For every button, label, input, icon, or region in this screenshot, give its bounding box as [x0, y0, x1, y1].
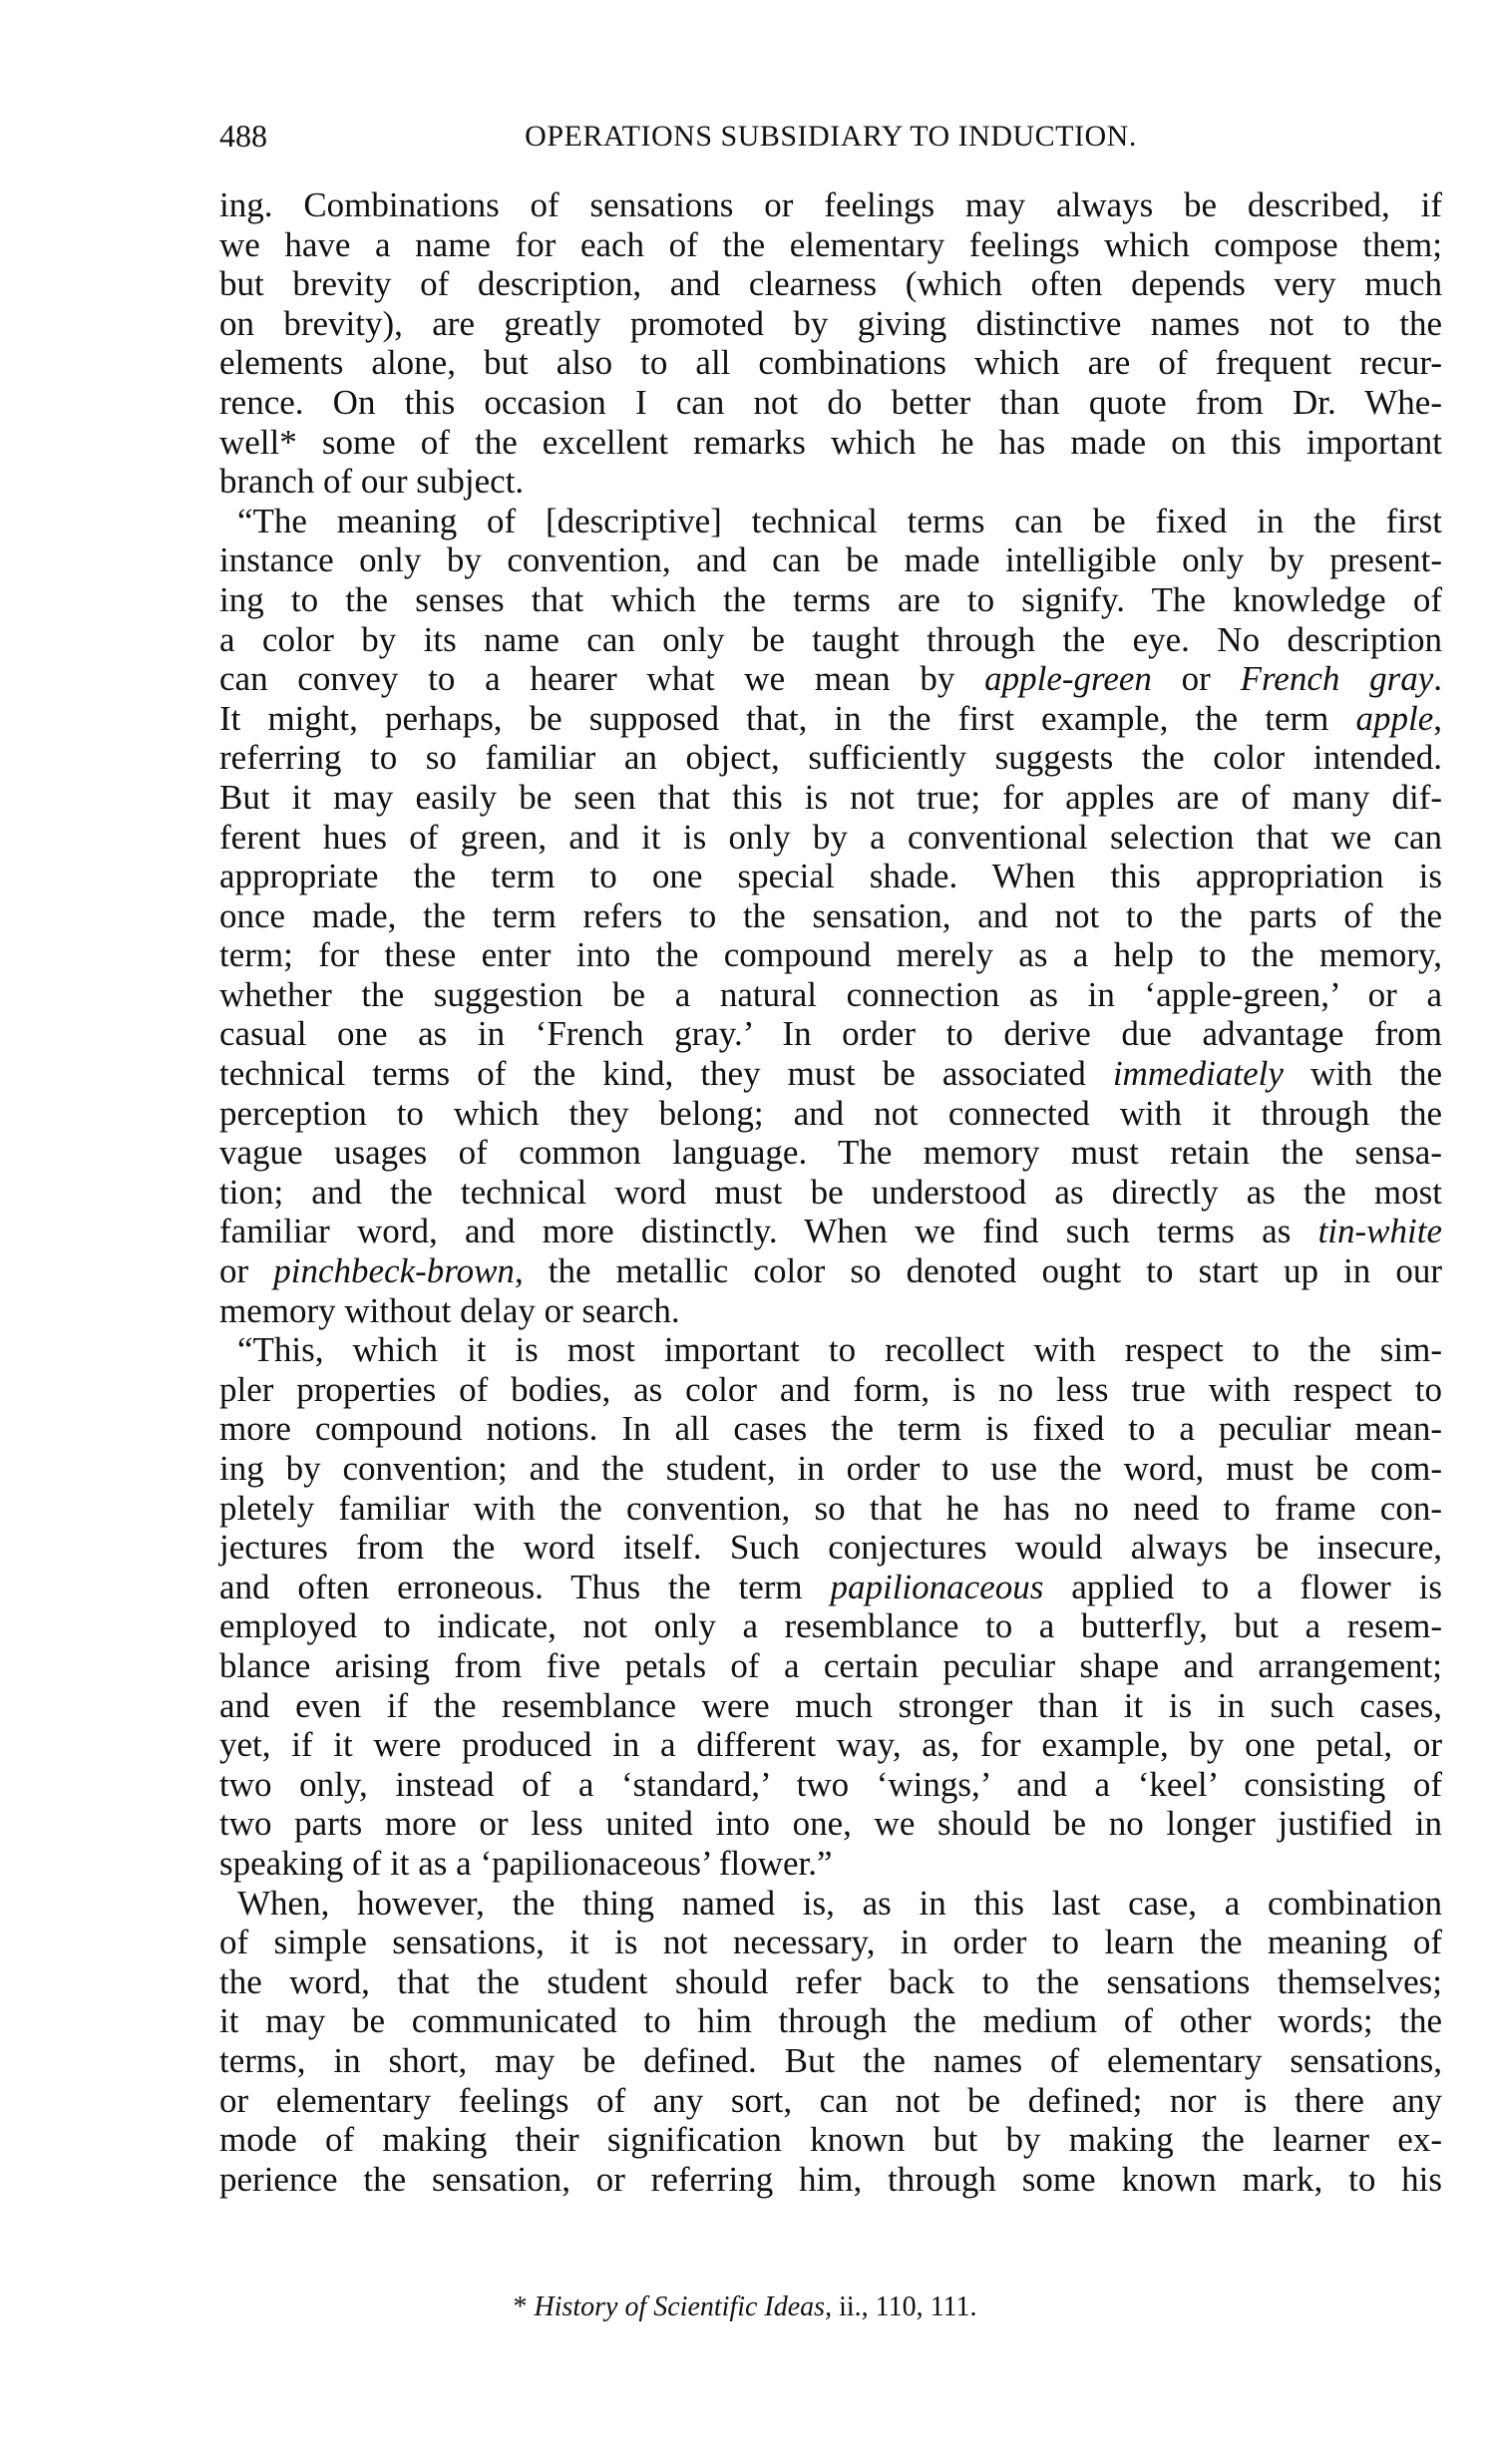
text-run: perience the sensation, or referring him, through some known mark, to his — [219, 2159, 1442, 2199]
text-line — [219, 975, 1442, 1015]
text-run: jectures from the word itself. Such conjectures would always be insecure, — [219, 1528, 1442, 1568]
text-run: with the — [1283, 1054, 1443, 1094]
text-run: well* some of the excellent remarks which he has made on this important — [219, 422, 1442, 462]
text-line — [219, 896, 1442, 936]
text-run: “This, which it is most important to recollect with respect to the sim- — [237, 1330, 1442, 1370]
footnote-reference: , ii., 110, 111. — [825, 2291, 977, 2322]
text-run: ing to the senses that which the terms are to signify. The knowledge of — [219, 579, 1442, 619]
text-line — [219, 2120, 1442, 2160]
text-run: instance only by convention, and can be made intelligible only by present- — [219, 540, 1442, 580]
text-run: we have a name for each of the elementary feelings which compose them; — [219, 224, 1442, 264]
text-line — [219, 2160, 1442, 2200]
text-run: applied to a flower is — [1043, 1567, 1443, 1606]
text-run: appropriate the term to one special shade. When this appropriation is — [219, 857, 1442, 896]
text-run: but brevity of description, and clearness (which often depends very much — [219, 264, 1442, 304]
text-run: more compound notions. In all cases the term is fixed to a peculiar mean- — [219, 1409, 1442, 1449]
text-run: term; for these enter into the compound merely as a help to the memory, — [219, 935, 1442, 975]
italic-term: papilionaceous — [830, 1567, 1044, 1606]
text-line — [219, 1923, 1442, 1962]
text-run: ing. Combinations of sensations or feelings may always be described, if — [219, 185, 1442, 224]
text-line — [219, 1409, 1442, 1449]
text-run: once made, the term refers to the sensation, and not to the parts of the — [219, 895, 1442, 935]
text-line — [219, 1765, 1442, 1805]
italic-term: immediately — [1112, 1054, 1284, 1094]
text-line — [219, 818, 1442, 858]
text-line — [219, 1962, 1442, 2002]
text-run: or — [219, 1251, 274, 1291]
text-line — [219, 857, 1442, 896]
text-run: branch of our subject. — [219, 462, 525, 502]
text-line — [219, 343, 1442, 383]
text-line — [219, 1054, 1442, 1094]
text-run: pler properties of bodies, as color and form, is no less true with respect to — [219, 1369, 1442, 1409]
text-run: and often erroneous. Thus the term — [219, 1567, 831, 1606]
text-run: two only, instead of a ‘standard,’ two ‘wings,’ and a ‘keel’ consisting of — [219, 1764, 1442, 1804]
text-run: the word, that the student should refer back to the sensations themselves; — [219, 1961, 1442, 2001]
italic-term: apple-green — [984, 659, 1152, 699]
italic-term: French gray — [1240, 659, 1434, 699]
text-run: mode of making their signification known but by making the learner ex- — [219, 2120, 1442, 2160]
text-line — [219, 1370, 1442, 1410]
italic-term: apple — [1355, 698, 1434, 738]
italic-term: tin-white — [1317, 1212, 1442, 1251]
text-line — [219, 1528, 1442, 1568]
text-run: ing by convention; and the student, in order to use the word, must be com- — [219, 1449, 1442, 1488]
text-line — [219, 1291, 1442, 1331]
text-run: blance arising from five petals of a certain peculiar shape and arrangement; — [219, 1645, 1442, 1685]
paragraph — [219, 185, 1442, 502]
text-run: or — [1151, 659, 1241, 699]
text-run: a color by its name can only be taught through the eye. No description — [219, 619, 1442, 659]
text-run: casual one as in ‘French gray.’ In order to derive due advantage from — [219, 1014, 1442, 1054]
text-run: on brevity), are greatly promoted by giving distinctive names not to the — [219, 303, 1442, 343]
text-line — [219, 1804, 1442, 1844]
paragraph — [219, 1330, 1442, 1883]
text-line — [219, 1014, 1442, 1054]
text-run: whether the suggestion be a natural connection as in ‘apple-green,’ or a — [219, 974, 1442, 1014]
text-run: can convey to a hearer what we mean by — [219, 659, 985, 699]
text-run: memory without delay or search. — [219, 1290, 680, 1330]
text-run: two parts more or less united into one, we should be no longer justified in — [219, 1804, 1442, 1844]
text-line — [219, 2081, 1442, 2121]
text-line — [219, 1212, 1442, 1251]
text-line — [219, 383, 1442, 423]
text-line — [219, 1094, 1442, 1134]
text-run: technical terms of the kind, they must be associated — [219, 1054, 1113, 1094]
text-line — [219, 1568, 1442, 1607]
text-line — [219, 1725, 1442, 1765]
text-line — [219, 1646, 1442, 1686]
text-run: terms, in short, may be defined. But the names of elementary sensations, — [219, 2040, 1442, 2080]
text-line — [219, 659, 1442, 699]
text-line — [219, 580, 1442, 620]
text-line — [219, 738, 1442, 778]
text-run: familiar word, and more distinctly. When we find such terms as — [219, 1212, 1318, 1251]
text-run: But it may easily be seen that this is not true; for apples are of many dif- — [219, 777, 1442, 817]
text-run: rence. On this occasion I can not do better than quote from Dr. Whe- — [219, 382, 1442, 422]
footnote-marker: * — [513, 2291, 535, 2322]
text-line — [219, 423, 1442, 463]
text-line — [219, 185, 1442, 225]
footnote — [0, 2291, 1490, 2323]
text-run: It might, perhaps, be supposed that, in the first example, the term — [219, 698, 1356, 738]
text-line — [219, 225, 1442, 265]
text-line — [219, 1686, 1442, 1726]
text-run: yet, if it were produced in a different way, as, for example, by one petal, or — [219, 1725, 1442, 1765]
text-run: When, however, the thing named is, as in this last case, a combination — [237, 1883, 1442, 1923]
text-line — [219, 1489, 1442, 1529]
text-run: , — [1433, 698, 1442, 738]
running-title: OPERATIONS SUBSIDIARY TO INDUCTION. — [525, 120, 1137, 153]
text-line — [219, 2041, 1442, 2081]
text-line — [219, 1173, 1442, 1213]
text-run: of simple sensations, it is not necessary, in order to learn the meaning of — [219, 1923, 1442, 1962]
text-line — [219, 2001, 1442, 2041]
text-line — [219, 540, 1442, 580]
text-run: . — [1433, 659, 1442, 699]
text-line — [219, 1884, 1442, 1924]
text-line — [219, 304, 1442, 344]
text-line — [219, 502, 1442, 541]
text-run: pletely familiar with the convention, so that he has no need to frame con- — [219, 1488, 1442, 1528]
text-run: vague usages of common language. The memory must retain the sensa- — [219, 1133, 1442, 1173]
text-run: tion; and the technical word must be understood as directly as the most — [219, 1172, 1442, 1212]
text-line — [219, 1330, 1442, 1370]
body-text — [219, 185, 1442, 2199]
text-line — [219, 620, 1442, 660]
text-run: “The meaning of [descriptive] technical terms can be fixed in the first — [237, 501, 1442, 540]
text-run: or elementary feelings of any sort, can not be defined; nor is there any — [219, 2080, 1442, 2120]
text-line — [219, 1133, 1442, 1173]
text-line — [219, 699, 1442, 739]
text-run: speaking of it as a ‘papilionaceous’ flower.” — [219, 1843, 833, 1883]
text-line — [219, 1449, 1442, 1489]
text-line — [219, 778, 1442, 818]
paragraph — [219, 1884, 1442, 2200]
page-number: 488 — [219, 118, 267, 154]
text-run: referring to so familiar an object, sufficiently suggests the color intended. — [219, 738, 1442, 778]
text-line — [219, 1251, 1442, 1291]
text-line — [219, 1606, 1442, 1646]
text-line — [219, 935, 1442, 975]
text-line — [219, 1844, 1442, 1884]
text-run: and even if the resemblance were much stronger than it is in such cases, — [219, 1685, 1442, 1725]
text-run: perception to which they belong; and not connected with it through the — [219, 1093, 1442, 1133]
text-run: elements alone, but also to all combinations which are of frequent recur- — [219, 343, 1442, 383]
text-run: ferent hues of green, and it is only by a conventional selection that we can — [219, 817, 1442, 857]
paragraph — [219, 502, 1442, 1330]
text-line — [219, 264, 1442, 304]
footnote-title: History of Scientific Ideas — [534, 2291, 826, 2322]
text-run: it may be communicated to him through the medium of other words; the — [219, 2001, 1442, 2041]
running-head — [219, 118, 1442, 158]
text-run: employed to indicate, not only a resemblance to a butterfly, but a resem- — [219, 1606, 1442, 1646]
text-run: , the metallic color so denoted ought to start up in our — [514, 1251, 1443, 1291]
text-line — [219, 462, 1442, 502]
italic-term: pinchbeck-brown — [273, 1251, 515, 1291]
